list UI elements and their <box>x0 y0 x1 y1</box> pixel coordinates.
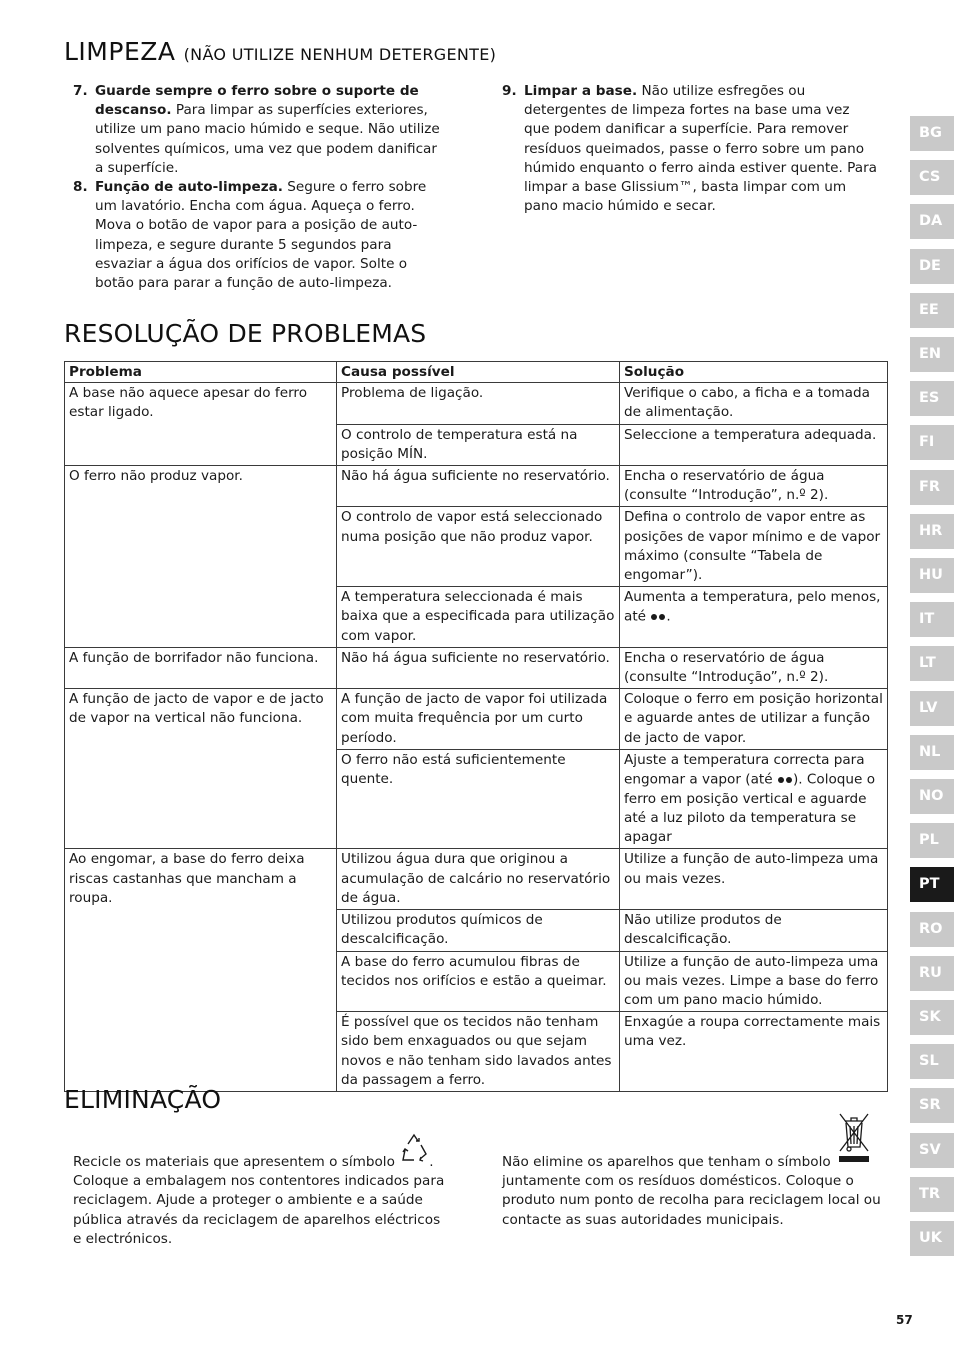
table-row <box>65 383 888 424</box>
cell-cause: A temperatura seleccionada é mais baixa que a especificada para utilização com vapor. <box>337 587 620 648</box>
recycle-icon <box>399 1150 429 1166</box>
section-title-limpeza: LIMPEZA (NÃO UTILIZE NENHUM DETERGENTE) <box>64 37 497 66</box>
language-tab-hr[interactable]: HR <box>910 514 954 549</box>
cell-solution: Encha o reservatório de água (consulte “Introdução”, n.º 2). <box>620 466 888 507</box>
table-header-row <box>65 362 888 383</box>
cell-solution: Defina o controlo de vapor entre as posições de vapor mínimo e de vapor máximo (consulte “Tabela de engomar”). <box>620 507 888 587</box>
language-tab-da[interactable]: DA <box>910 204 954 239</box>
cell-cause: É possível que os tecidos não tenham sido bem enxaguados ou que sejam novos e não tenham sido lavados antes da passagem a ferro. <box>337 1012 620 1092</box>
language-tab-cs[interactable]: CS <box>910 160 954 195</box>
cell-cause: O ferro não está suficientemente quente. <box>337 749 620 849</box>
cell-problem: Ao engomar, a base do ferro deixa riscas castanhas que mancham a roupa. <box>65 849 337 1091</box>
cell-cause: Não há água suficiente no reservatório. <box>337 647 620 688</box>
table-row <box>65 647 888 688</box>
cell-solution: Utilize a função de auto-limpeza uma ou mais vezes. Limpe a base do ferro com um pano macio húmido. <box>620 951 888 1012</box>
language-tab-sk[interactable]: SK <box>910 1000 954 1035</box>
table-row <box>65 466 888 507</box>
cell-solution: Encha o reservatório de água (consulte “Introdução”, n.º 2). <box>620 647 888 688</box>
list-item: 8. Função de auto-limpeza. Segure o ferro sobre um lavatório. Encha com água. Aqueça o ferro. Mova o botão de vapor para a posição de auto-limpeza, e segure durante 5 segundos para esvaziar a água dos orifícios de vapor. Solte o botão para parar a função de auto-limpeza. <box>73 179 427 292</box>
language-tab-sv[interactable]: SV <box>910 1133 954 1168</box>
cell-cause: Utilizou água dura que originou a acumulação de calcário no reservatório de água. <box>337 849 620 910</box>
language-tab-ee[interactable]: EE <box>910 293 954 328</box>
language-tab-ru[interactable]: RU <box>910 956 954 991</box>
language-tab-sr[interactable]: SR <box>910 1088 954 1123</box>
cell-solution: Não utilize produtos de descalcificação. <box>620 910 888 951</box>
cell-cause: Utilizou produtos químicos de descalcificação. <box>337 910 620 951</box>
page-number: 57 <box>896 1313 913 1327</box>
eliminacao-right-text: Não elimine os aparelhos que tenham o símbolo juntamente com os resíduos domésticos. Coloque o produto num ponto de recolha para reciclagem local ou contacte as suas autoridades municipais. <box>502 1150 882 1230</box>
troubleshooting-table <box>64 361 888 1092</box>
cell-solution: Verifique o cabo, a ficha e a tomada de alimentação. <box>620 383 888 424</box>
header-problema: Problema <box>65 362 337 383</box>
cell-solution: Enxagúe a roupa correctamente mais uma vez. <box>620 1012 888 1092</box>
section-subtitle: (NÃO UTILIZE NENHUM DETERGENTE) <box>183 45 497 64</box>
language-tab-pt[interactable]: PT <box>910 867 954 902</box>
language-tab-it[interactable]: IT <box>910 602 954 637</box>
table-row <box>65 849 888 910</box>
cell-cause: O controlo de temperatura está na posição MÍN. <box>337 424 620 465</box>
cell-solution: Aumenta a temperatura, pelo menos, até . <box>620 587 888 648</box>
language-tab-pl[interactable]: PL <box>910 823 954 858</box>
cell-problem: A função de borrifador não funciona. <box>65 647 337 688</box>
language-tab-tr[interactable]: TR <box>910 1177 954 1212</box>
cell-problem: A base não aquece apesar do ferro estar ligado. <box>65 383 337 466</box>
language-tab-fi[interactable]: FI <box>910 425 954 460</box>
language-tab-hu[interactable]: HU <box>910 558 954 593</box>
section-title-resolucao: RESOLUÇÃO DE PROBLEMAS <box>64 319 427 348</box>
limpeza-column-right <box>493 82 878 216</box>
table-row <box>65 689 888 750</box>
crossed-bin-icon <box>835 1150 869 1166</box>
cell-cause: O controlo de vapor está seleccionado numa posição que não produz vapor. <box>337 507 620 587</box>
language-tab-en[interactable]: EN <box>910 337 954 372</box>
temperature-dots-icon <box>777 770 793 789</box>
language-tab-es[interactable]: ES <box>910 381 954 416</box>
cell-solution: Seleccione a temperatura adequada. <box>620 424 888 465</box>
list-item: 7. Guarde sempre o ferro sobre o suporte de descanso. Para limpar as superfícies exteriores, utilize um pano macio húmido e seque. Não utilize solventes químicos, uma vez que podem danificar a superfície. <box>73 83 440 176</box>
language-tab-bg[interactable]: BG <box>910 116 954 151</box>
language-tab-nl[interactable]: NL <box>910 735 954 770</box>
language-tab-uk[interactable]: UK <box>910 1221 954 1256</box>
language-tab-sl[interactable]: SL <box>910 1044 954 1079</box>
cell-solution: Ajuste a temperatura correcta para engomar a vapor (até ). Coloque o ferro em posição vertical e aguarde até a luz piloto da temperatura se apagar <box>620 749 888 849</box>
cell-cause: A função de jacto de vapor foi utilizada com muita frequência por um curto período. <box>337 689 620 750</box>
language-tab-de[interactable]: DE <box>910 249 954 284</box>
eliminacao-left-text: Recicle os materiais que apresentem o símbolo . Coloque a embalagem nos contentores indicados para reciclagem. Ajude a proteger o ambiente e a saúde pública através da reciclagem de aparelhos eléctricos e electrónicos. <box>73 1150 445 1249</box>
temperature-dots-icon <box>650 607 666 626</box>
cell-solution: Coloque o ferro em posição horizontal e aguarde antes de utilizar a função de jacto de vapor. <box>620 689 888 750</box>
cell-solution: Utilize a função de auto-limpeza uma ou mais vezes. <box>620 849 888 910</box>
cell-problem: A função de jacto de vapor e de jacto de vapor na vertical não funciona. <box>65 689 337 849</box>
language-tab-lv[interactable]: LV <box>910 691 954 726</box>
cell-cause: A base do ferro acumulou fibras de tecidos nos orifícios e estão a queimar. <box>337 951 620 1012</box>
header-solucao: Solução <box>620 362 888 383</box>
cell-problem: O ferro não produz vapor. <box>65 466 337 648</box>
cell-cause: Não há água suficiente no reservatório. <box>337 466 620 507</box>
language-tab-lt[interactable]: LT <box>910 646 954 681</box>
language-tab-no[interactable]: NO <box>910 779 954 814</box>
language-tab-fr[interactable]: FR <box>910 470 954 505</box>
language-tab-ro[interactable]: RO <box>910 912 954 947</box>
list-item: 9. Limpar a base. Não utilize esfregões ou detergentes de limpeza fortes na base uma vez que podem danificar a superfície. Para remover resíduos queimados, passe o ferro sobre um pano húmido enquanto o ferro ainda estiver quente. Para limpar a base Glissium™, basta limpar com um pano macio húmido e secar. <box>502 83 877 215</box>
cell-cause: Problema de ligação. <box>337 383 620 424</box>
limpeza-column-left <box>64 82 446 293</box>
section-title-eliminacao: ELIMINAÇÃO <box>64 1085 222 1114</box>
header-causa: Causa possível <box>337 362 620 383</box>
